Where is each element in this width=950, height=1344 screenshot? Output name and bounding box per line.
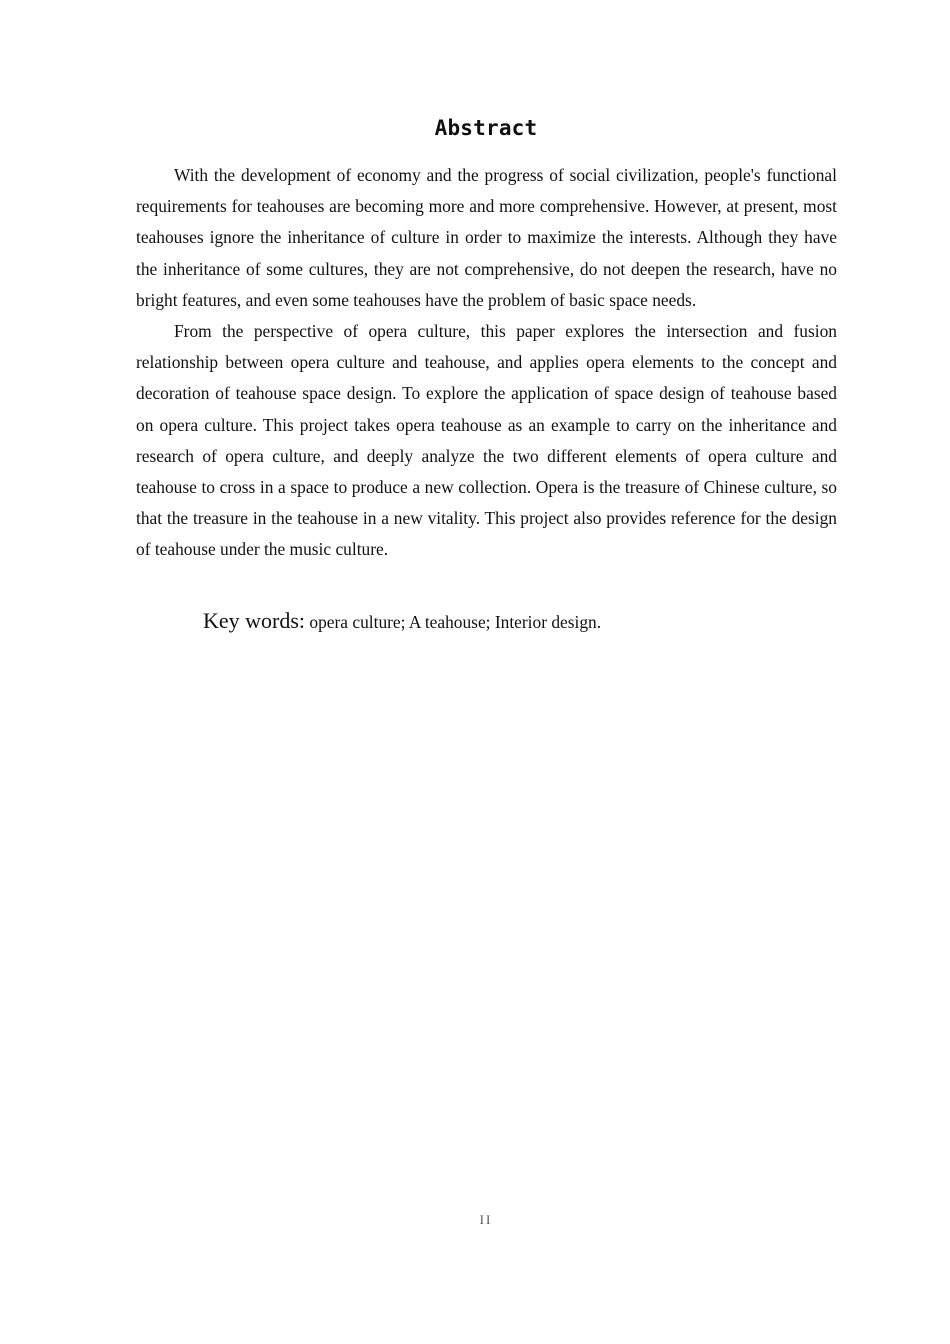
keywords-label: Key words: xyxy=(203,608,306,633)
abstract-paragraph-2: From the perspective of opera culture, this paper explores the intersection and fusion relationship between opera culture and teahouse, and applies opera elements to the concept and decoration of teahouse space design. To explore the application of space design of teahouse based on opera culture. This project takes opera teahouse as an example to carry on the inheritance and research of opera culture, and deeply analyze the two different elements of opera culture and teahouse to cross in a space to produce a new collection. Opera is the treasure of Chinese culture, so that the treasure in the teahouse in a new vitality. This project also provides reference for the design of teahouse under the music culture. xyxy=(136,321,837,560)
abstract-paragraph-1: With the development of economy and the progress of social civilization, people's functional requirements for teahouses are becoming more and more comprehensive. However, at present, most teahouses ignore the inheritance of culture in order to maximize the interests. Although they have the inheritance of some cultures, they are not comprehensive, do not deepen the research, have no bright features, and even some teahouses have the problem of basic space needs. xyxy=(136,165,837,310)
abstract-body xyxy=(136,160,837,566)
page-title: Abstract xyxy=(434,116,538,140)
page-number: II xyxy=(479,1212,493,1227)
keywords-line xyxy=(203,606,843,637)
keywords-value: opera culture; A teahouse; Interior design. xyxy=(309,612,602,632)
